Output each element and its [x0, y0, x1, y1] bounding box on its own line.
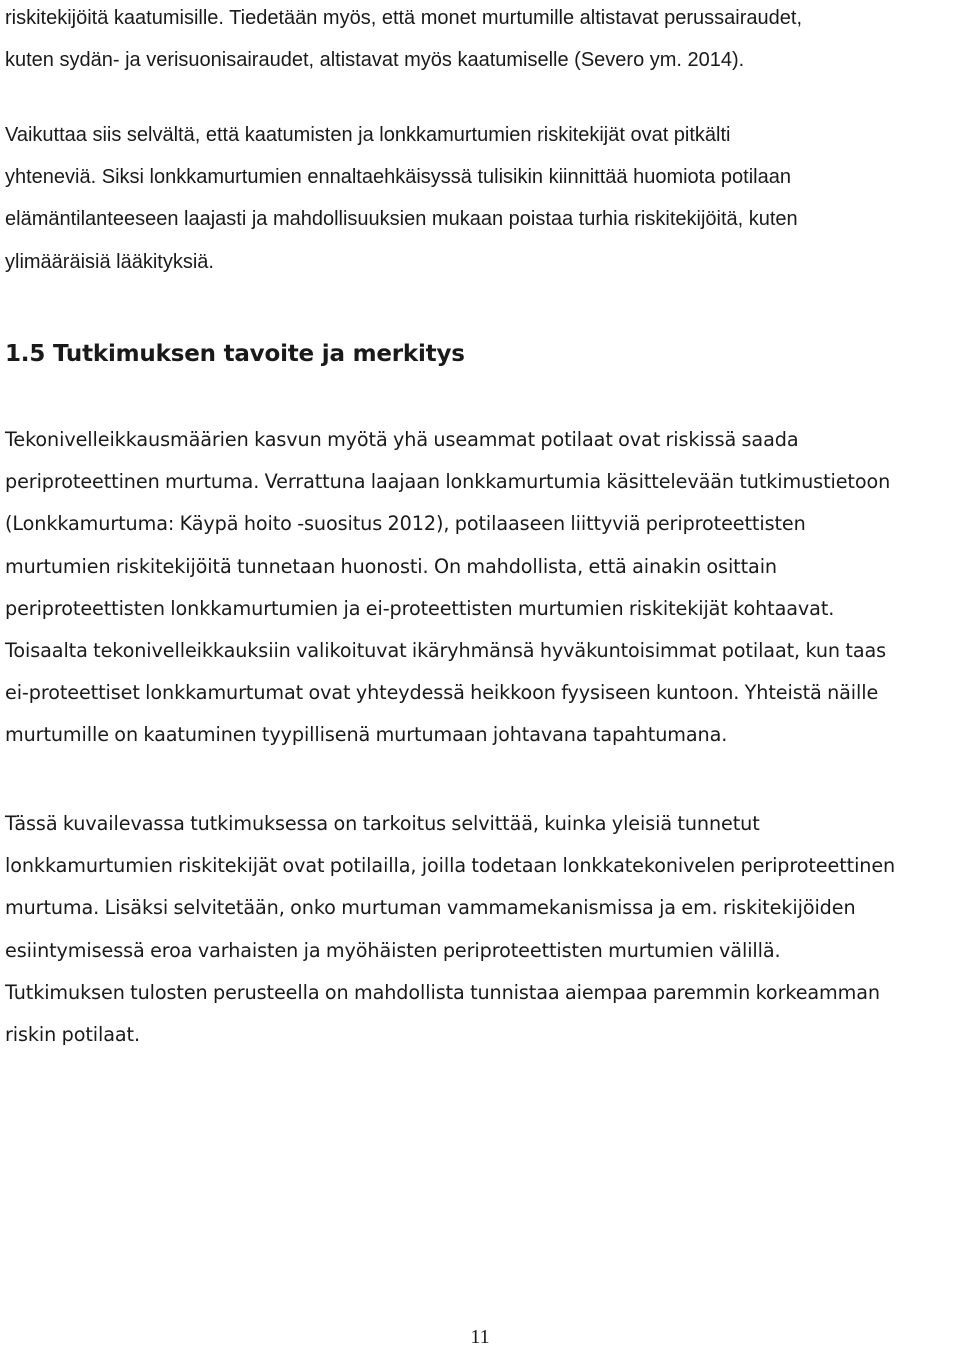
body-paragraph: riskitekijöitä kaatumisille. Tiedetään myös, että monet murtumille altistavat perussairaudet, kuten sydän- ja verisuonisairaudet, altistavat myös kaatumiselle (Severo ym. 2014).	[5, 7, 803, 72]
body-paragraph: Tekonivelleikkausmäärien kasvun myötä yhä useammat potilaat ovat riskissä saada periproteettinen murtuma. Verrattuna laajaan lonkkamurtumia käsittelevään tutkimustietoon (Lonkkamurtuma: Käypä hoito -suositus 2012), potilaaseen liittyviä periproteettisten murtumien riskitekijöitä tunnetaan huonosti. On mahdollista, että ainakin osittain periproteettisten lonkkamurtumien ja ei-proteettisten murtumien riskitekijät kohtaavat. Toisaalta tekonivelleikkauksiin valikoituvat ikäryhmänsä hyväkuntoisimmat potilaat, kun taas ei-proteettiset lonkkamurtumat ovat yhteydessä heikkoon fyysiseen kuntoon. Yhteistä näille murtumille on kaatuminen tyypillisenä murtumaan johtavana tapahtumana.	[5, 428, 891, 747]
body-paragraph: Tässä kuvailevassa tutkimuksessa on tarkoitus selvittää, kuinka yleisiä tunnetut lonkkamurtumien riskitekijät ovat potilailla, joilla todetaan lonkkatekonivelen periproteettinen murtuma. Lisäksi selvitetään, onko murtuman vammamekanismissa ja em. riskitekijöiden esiintymisessä eroa varhaisten ja myöhäisten periproteettisten murtumien välillä. Tutkimuksen tulosten perusteella on mahdollista tunnistaa aiempaa paremmin korkeamman riskin potilaat.	[5, 812, 896, 1047]
page-number: 11	[470, 1326, 490, 1348]
body-paragraph: Vaikuttaa siis selvältä, että kaatumisten ja lonkkamurtumien riskitekijät ovat pitkälti yhteneviä. Siksi lonkkamurtumien ennaltaehkäisyssä tulisikin kiinnittää huomiota potilaan elämäntilanteeseen laajasti ja mahdollisuuksien mukaan poistaa turhia riskitekijöitä, kuten ylimääräisiä lääkityksiä.	[5, 124, 798, 273]
section-heading: 1.5 Tutkimuksen tavoite ja merkitys	[5, 341, 465, 367]
